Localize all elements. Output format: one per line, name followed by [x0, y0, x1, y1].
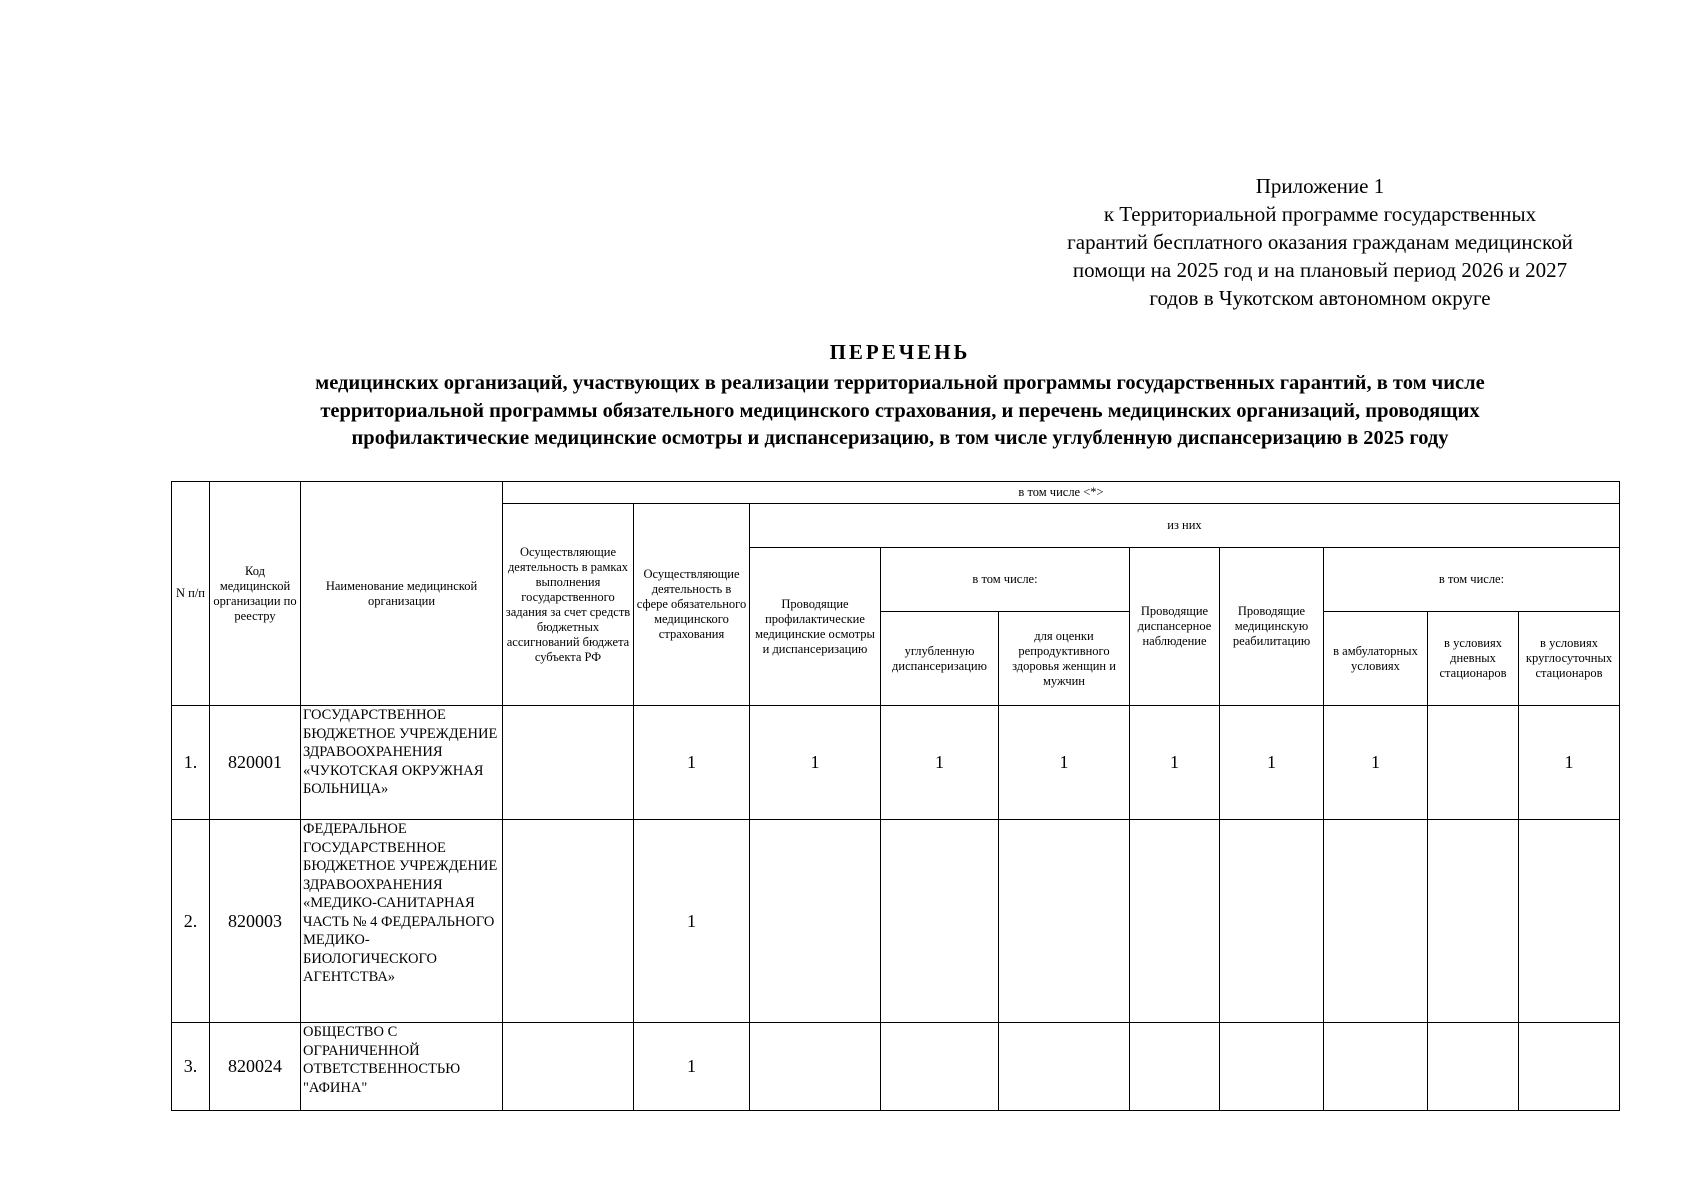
header-round: в условиях круглосуточных стационаров: [1519, 612, 1620, 706]
row-day: [1428, 820, 1519, 1023]
header-budget: Осуществляющие деятельность в рамках выполнения государственного задания за счет средств бюджетных ассигнований бюджета субъекта РФ: [503, 504, 634, 706]
header-prof: Проводящие профилактические медицинские осмотры и диспансеризацию: [750, 548, 881, 706]
row-oms: 1: [634, 706, 750, 820]
header-oms: Осуществляющие деятельность в сфере обязательного медицинского страхования: [634, 504, 750, 706]
header-day: в условиях дневных стационаров: [1428, 612, 1519, 706]
header-code: Код медицинской организации по реестру: [210, 482, 301, 706]
row-round: 1: [1519, 706, 1620, 820]
subtitle-line: медицинских организаций, участвующих в реализации территориальной программы государственных гарантий, в том числе: [315, 372, 1485, 394]
row-rehab: 1: [1220, 706, 1324, 820]
row-budget: [503, 706, 634, 820]
row-code: 820003: [210, 820, 301, 1023]
table-row: [172, 1023, 1620, 1111]
row-repro: 1: [999, 706, 1130, 820]
row-disp: [1130, 820, 1220, 1023]
row-num: 1.: [172, 706, 210, 820]
row-deep: 1: [881, 706, 999, 820]
header-including: в том числе <*>: [503, 482, 1620, 504]
header-including-1: в том числе:: [881, 548, 1130, 612]
appendix-line: помощи на 2025 год и на плановый период 2026 и 2027: [1072, 258, 1568, 282]
row-rehab: [1220, 1023, 1324, 1111]
appendix-line: гарантий бесплатного оказания гражданам медицинской: [1067, 230, 1573, 254]
table-row: [172, 706, 1620, 820]
row-name: ГОСУДАРСТВЕННОЕ БЮДЖЕТНОЕ УЧРЕЖДЕНИЕ ЗДРАВООХРАНЕНИЯ «ЧУКОТСКАЯ ОКРУЖНАЯ БОЛЬНИЦА»: [303, 707, 498, 797]
header-rehab: Проводящие медицинскую реабилитацию: [1220, 548, 1324, 706]
row-code: 820024: [210, 1023, 301, 1111]
appendix-line: к Территориальной программе государственных: [1103, 202, 1537, 226]
row-num: 3.: [172, 1023, 210, 1111]
subtitle-line: профилактические медицинские осмотры и диспансеризацию, в том числе углубленную диспансеризацию в 2025 году: [351, 427, 1449, 449]
row-prof: [750, 1023, 881, 1111]
appendix-line: Приложение 1: [1255, 174, 1385, 198]
row-prof: 1: [750, 706, 881, 820]
row-name: ФЕДЕРАЛЬНОЕ ГОСУДАРСТВЕННОЕ БЮДЖЕТНОЕ УЧРЕЖДЕНИЕ ЗДРАВООХРАНЕНИЯ «МЕДИКО-САНИТАРНАЯ ЧАСТЬ № 4 ФЕДЕРАЛЬНОГО МЕДИКО-БИОЛОГИЧЕСКОГО АГЕНТСТВА»: [303, 821, 498, 985]
document-title: ПЕРЕЧЕНЬ: [829, 340, 971, 364]
appendix-header: [1000, 172, 1640, 312]
row-disp: 1: [1130, 706, 1220, 820]
row-repro: [999, 820, 1130, 1023]
header-num: N п/п: [172, 482, 210, 706]
header-of-them: из них: [750, 504, 1620, 548]
document-subtitle: [180, 370, 1620, 453]
row-day: [1428, 706, 1519, 820]
organizations-table: [171, 481, 1620, 1111]
row-budget: [503, 1023, 634, 1111]
row-day: [1428, 1023, 1519, 1111]
row-oms: 1: [634, 1023, 750, 1111]
row-name: ОБЩЕСТВО С ОГРАНИЧЕННОЙ ОТВЕТСТВЕННОСТЬЮ "АФИНА": [303, 1024, 461, 1096]
row-code: 820001: [210, 706, 301, 820]
row-deep: [881, 820, 999, 1023]
row-num: 2.: [172, 820, 210, 1023]
header-repro: для оценки репродуктивного здоровья женщин и мужчин: [999, 612, 1130, 706]
subtitle-line: территориальной программы обязательного медицинского страхования, и перечень медицинских организаций, проводящих: [320, 399, 1480, 422]
header-name: Наименование медицинской организации: [301, 482, 503, 706]
row-rehab: [1220, 820, 1324, 1023]
header-amb: в амбулаторных условиях: [1324, 612, 1428, 706]
header-deep: углубленную диспансеризацию: [881, 612, 999, 706]
row-budget: [503, 820, 634, 1023]
row-round: [1519, 820, 1620, 1023]
row-disp: [1130, 1023, 1220, 1111]
row-oms: 1: [634, 820, 750, 1023]
header-disp: Проводящие диспансерное наблюдение: [1130, 548, 1220, 706]
header-including-2: в том числе:: [1324, 548, 1620, 612]
row-repro: [999, 1023, 1130, 1111]
table-row: [172, 820, 1620, 1023]
row-amb: 1: [1324, 706, 1428, 820]
row-round: [1519, 1023, 1620, 1111]
row-prof: [750, 820, 881, 1023]
row-amb: [1324, 1023, 1428, 1111]
row-deep: [881, 1023, 999, 1111]
row-amb: [1324, 820, 1428, 1023]
appendix-line: годов в Чукотском автономном округе: [1149, 286, 1491, 310]
